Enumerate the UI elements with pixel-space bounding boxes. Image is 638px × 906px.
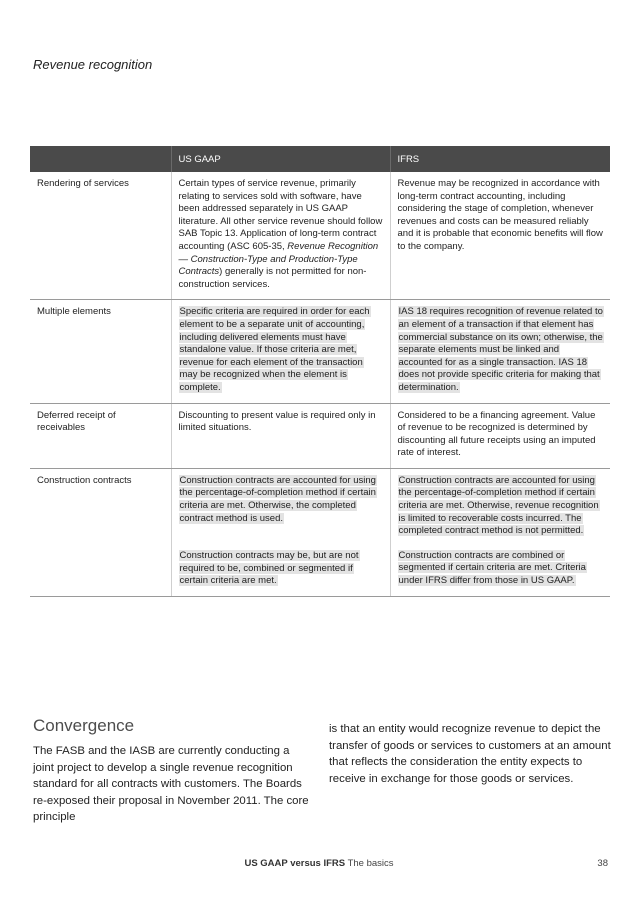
us-gaap-cell	[171, 300, 390, 403]
ifrs-highlighted-text: Construction contracts are accounted for using the percentage-of-completion method if certain criteria are met. Otherwise, revenue recognition is limited to recoverable costs incurred. The completed contract method is not permitted.	[398, 474, 599, 537]
table-row	[30, 468, 610, 596]
page-number: 38	[597, 858, 608, 869]
us-gaap-text: Certain types of service revenue, primarily relating to services sold with software, have been addressed separately in US GAAP literature. All other service revenue should follow SAB Topic 13. Application of long-term contract accounting (ASC 605-35,	[178, 178, 383, 252]
footer-title-rest: The basics	[345, 858, 394, 869]
table-row	[30, 172, 610, 300]
convergence-paragraph-1: The FASB and the IASB are currently conducting a joint project to develop a single revenue recognition standard for all contracts with customers. The Boards re-exposed their proposal in November 2011. The core principle	[33, 745, 309, 823]
ifrs-cell: Revenue may be recognized in accordance with long-term contract accounting, including considering the stage of completion, whenever revenues and costs can be measured reliably and it is probable that economic benefits will flow to the company.	[390, 172, 610, 300]
table-row	[30, 403, 610, 468]
row-label: Multiple elements	[30, 300, 171, 403]
convergence-paragraph-2: is that an entity would recognize revenue to depict the transfer of goods or services to customers at an amount that reflects the consideration the entity expects to receive in exchange for those goods or services.	[329, 723, 611, 785]
convergence-heading: Convergence	[33, 716, 135, 735]
section-title: Revenue recognition	[33, 57, 153, 72]
us-gaap-tail-text: ) generally is not permitted for non-construction services.	[178, 266, 367, 290]
us-gaap-highlighted-text-2: Construction contracts may be, but are not required to be, combined or segmented if certain criteria are met.	[179, 550, 359, 587]
ifrs-highlighted-text: IAS 18 requires recognition of revenue related to an element of a transaction if that element has commercial substance on its own; otherwise, the separate elements must be linked and accounted for as a single transaction. IAS 18 does not provide specific criteria for making that determination.	[398, 306, 603, 393]
header-us-gaap: US GAAP	[171, 146, 390, 172]
table-row	[30, 300, 610, 403]
ifrs-cell	[390, 300, 610, 403]
us-gaap-cell: Discounting to present value is required only in limited situations.	[171, 403, 390, 468]
us-gaap-cell	[171, 468, 390, 596]
footer-title-bold: US GAAP versus IFRS	[244, 858, 346, 869]
us-gaap-highlighted-text: Construction contracts are accounted for using the percentage-of-completion method if certain criteria are met. Otherwise, the completed contract method is used.	[179, 474, 376, 524]
table-header-row	[30, 146, 610, 172]
row-label: Rendering of services	[30, 172, 171, 300]
header-ifrs: IFRS	[390, 146, 610, 172]
row-label: Construction contracts	[30, 468, 171, 596]
us-gaap-cell	[171, 172, 390, 300]
row-label: Deferred receipt of receivables	[30, 403, 171, 468]
footer-title	[0, 858, 638, 869]
ifrs-highlighted-text-2: Construction contracts are combined or segmented if certain criteria are met. Criteria under IFRS differ from those in US GAAP.	[398, 549, 586, 587]
us-gaap-highlighted-text: Specific criteria are required in order for each element to be a separate unit of accounting, including delivered elements must have standalone value. If those criteria are met, revenue for each element of the transaction may be recognized when the element is complete.	[179, 306, 370, 393]
ifrs-cell	[390, 468, 610, 596]
us-gaap-italic-text: Revenue Recognition — Construction-Type and Production-Type Contracts	[178, 240, 379, 278]
ifrs-cell: Considered to be a financing agreement. Value of revenue to be recognized is determined by discounting all future receipts using an imputed rate of interest.	[390, 403, 610, 468]
header-topic	[30, 146, 171, 172]
comparison-table	[30, 146, 610, 597]
